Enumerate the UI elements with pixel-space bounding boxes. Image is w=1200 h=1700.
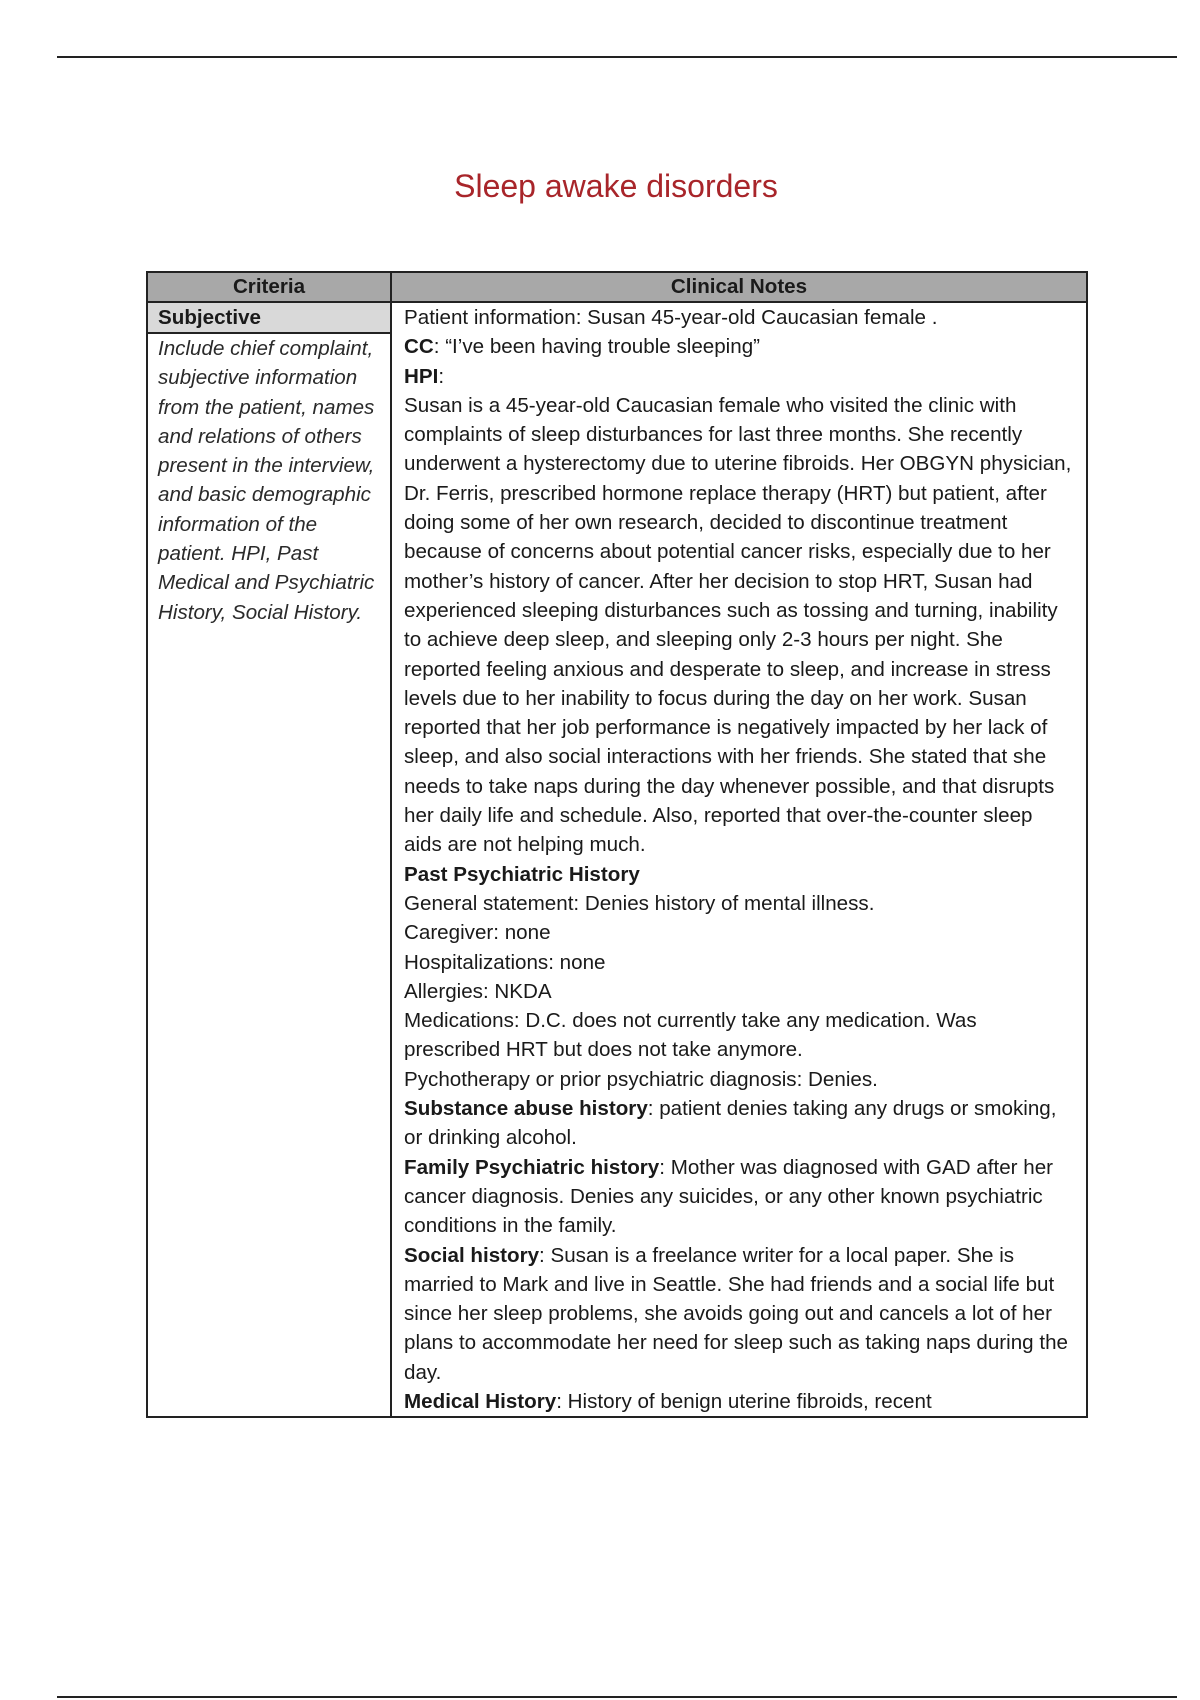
- header-clinical-notes: Clinical Notes: [391, 272, 1087, 302]
- substance-abuse-history: [404, 1094, 1074, 1153]
- allergies: Allergies: NKDA: [404, 979, 552, 1003]
- notes-cell: [391, 302, 1087, 1417]
- caregiver: Caregiver: none: [404, 921, 551, 945]
- top-rule: [57, 56, 1177, 58]
- medical-text: : History of benign uterine fibroids, recent: [556, 1389, 932, 1413]
- medical-label: Medical History: [404, 1389, 557, 1413]
- hpi-colon: :: [438, 364, 445, 388]
- chief-complaint: [404, 332, 1074, 361]
- cc-label: CC: [404, 335, 434, 359]
- table-header-row: [147, 272, 1087, 302]
- criteria-cell: [147, 302, 391, 1417]
- clinical-notes-table: [146, 271, 1088, 1418]
- hospitalizations: Hospitalizations: none: [404, 950, 606, 974]
- hpi-heading: [404, 362, 1074, 391]
- header-criteria: Criteria: [147, 272, 391, 302]
- social-label: Social history: [404, 1243, 540, 1267]
- social-text: : Susan is a freelance writer for a local paper. She is married to Mark and live in Seattle. She had friends and a social life but since her sleep problems, she avoids going out and cancels a lot of her plans to accommodate her need for sleep such as taking naps during the day.: [404, 1243, 1068, 1384]
- medications: Medications: D.C. does not currently take any medication. Was prescribed HRT but does not take anymore.: [404, 1009, 977, 1062]
- criteria-description: Include chief complaint, subjective information from the patient, names and relations of others present in the interview, and basic demographic information of the patient. HPI, Past Medical and Psychiatric History, Social History.: [158, 337, 375, 624]
- general-statement: General statement: Denies history of mental illness.: [404, 891, 875, 915]
- family-label: Family Psychiatric history: [404, 1155, 660, 1179]
- substance-text: : patient denies taking any drugs or smoking, or drinking alcohol.: [404, 1097, 1057, 1150]
- substance-label: Substance abuse history: [404, 1097, 648, 1121]
- past-psychiatric-history-heading: Past Psychiatric History: [404, 862, 640, 886]
- family-psychiatric-history: [404, 1153, 1074, 1241]
- document-title: Sleep awake disorders: [454, 168, 778, 204]
- bottom-rule: [57, 1696, 1177, 1698]
- patient-info: Patient information: Susan 45-year-old Caucasian female .: [404, 306, 938, 329]
- criteria-heading: Subjective: [148, 303, 390, 334]
- family-text: : Mother was diagnosed with GAD after her cancer diagnosis. Denies any suicides, or any other known psychiatric conditions in the family.: [404, 1155, 1054, 1238]
- psychotherapy: Pychotherapy or prior psychiatric diagnosis: Denies.: [404, 1067, 878, 1091]
- social-history: [404, 1241, 1074, 1387]
- hpi-label: HPI: [404, 364, 439, 388]
- table-row: [147, 302, 1087, 1417]
- medical-history: [404, 1387, 1074, 1416]
- cc-text: : “I’ve been having trouble sleeping”: [433, 335, 761, 359]
- hpi-text: Susan is a 45-year-old Caucasian female who visited the clinic with complaints of sleep disturbances for last three months. She recently underwent a hysterectomy due to uterine fibroids. Her OBGYN physician, Dr. Ferris, prescribed hormone replace therapy (HRT) but patient, after doing some of her own research, decided to discontinue treatment because of concerns about potential cancer risks, especially due to her mother’s history of cancer. After her decision to stop HRT, Susan had experienced sleeping disturbances such as tossing and turning, inability to achieve deep sleep, and sleeping only 2-3 hours per night. She reported feeling anxious and desperate to sleep, and increase in stress levels due to her inability to focus during the day on her work. Susan reported that her job performance is negatively impacted by her lack of sleep, and also social interactions with her friends. She stated that she needs to take naps during the day whenever possible, and that disrupts her daily life and schedule. Also, reported that over-the-counter sleep aids are not helping much.: [404, 393, 1072, 857]
